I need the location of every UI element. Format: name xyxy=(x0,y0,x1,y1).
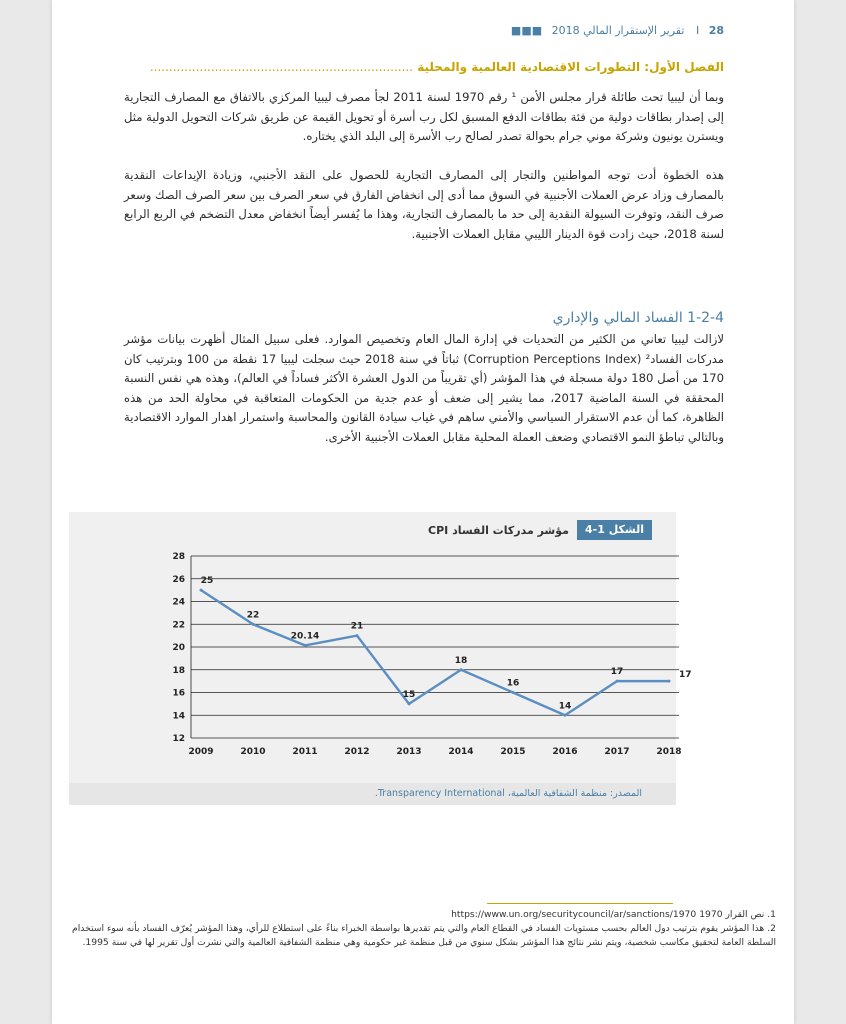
x-tick-label-2013: 2013 xyxy=(396,747,422,757)
y-tick-label-24: 24 xyxy=(172,597,185,608)
end-label-2018: 17 xyxy=(679,670,692,681)
data-point-2010 xyxy=(252,623,255,626)
data-label-2015: 16 xyxy=(506,678,520,689)
data-point-2014 xyxy=(460,668,463,671)
y-tick-label-26: 26 xyxy=(172,574,185,585)
header-dots: ■■■ xyxy=(510,24,543,37)
data-point-2016 xyxy=(564,714,567,717)
x-tick-label-2016: 2016 xyxy=(552,747,578,757)
data-label-2012: 21 xyxy=(350,621,364,632)
figure-box xyxy=(69,512,692,805)
x-tick-label-2012: 2012 xyxy=(344,747,370,757)
paragraph-2: هذه الخطوة أدت توجه المواطنين والتجار إلى المصارف التجارية للحصول على النقد الأجنبي، وزيادة الإيداعات النقدية بالمصارف وزاد عرض العملات الأجنبية في السوق مما أدى إلى انخفاض الفارق في سعر الصرف بين سعر الصرف الصك وسعر صرف النقد، وتوفرت السيولة النقدية إلى حد ما بالمصارف التجارية، وهذا ما يُفسر أيضاً انخفاض معدل التضخم في الربع الرابع لسنة 2018، حيث زادت قوة الدينار الليبي مقابل العملات الأجنبية. xyxy=(124,168,724,241)
paragraph-1: وبما أن ليبيا تحت طائلة قرار مجلس الأمن ¹ رقم 1970 لسنة 2011 لجأ مصرف ليبيا المركزي بالاتفاق مع المصارف التجارية إلى إصدار بطاقات دولية من فئة بطاقات الدفع المسبق لكل رب أسرة أو تحويل القيمة عن طريق شركات التحويل الدولية مثل ويسترن يونيون وشركة موني جرام بحوالة تصدر لصالح رب الأسرة إلى البلد الذي يختاره. xyxy=(124,90,724,143)
x-tick-label-2015: 2015 xyxy=(500,747,526,757)
y-tick-label-12: 12 xyxy=(172,734,185,744)
y-tick-label-28: 28 xyxy=(172,552,185,562)
data-point-2012 xyxy=(356,634,359,637)
footnote-2: 2. هذا المؤشر يقوم بترتيب دول العالم بحسب مستويات الفساد في القطاع العام والتي يتم تقديرها بواسطة الخبراء بناءً على استطلاع للرأي، وهذا المؤشر يُعرّف الفساد بأنه سوء استخدام السلطة العامة لتحقيق مكاسب شخصية، ويتم نشر نتائج هذا المؤشر بشكل سنوي من قبل منظمة غير حكومية وهي منظمة الشفافية العالمية والتي نشرت أول تقرير لها في سنة 1995. xyxy=(72,923,776,948)
header-separator: I xyxy=(695,24,700,37)
x-tick-label-2011: 2011 xyxy=(292,747,318,757)
data-point-2018 xyxy=(668,680,671,683)
footnote-divider xyxy=(487,903,673,904)
y-tick-label-18: 18 xyxy=(172,665,185,676)
cpi-series-line xyxy=(201,590,669,715)
y-tick-label-22: 22 xyxy=(172,620,185,631)
data-label-2009: 25 xyxy=(200,576,214,587)
footnote-1: 1. نص القرار 1970 https://www.un.org/securitycouncil/ar/sanctions/1970 xyxy=(451,909,776,920)
data-label-2017: 17 xyxy=(610,667,624,678)
y-tick-label-20: 20 xyxy=(172,643,185,653)
dotted-leader: ..................................................................... xyxy=(149,60,414,74)
chapter-title xyxy=(122,60,724,78)
x-tick-label-2014: 2014 xyxy=(448,747,474,757)
data-point-2013 xyxy=(408,702,411,705)
data-point-2009 xyxy=(200,589,203,592)
x-tick-label-2018: 2018 xyxy=(656,747,682,757)
section-title: 1-2-4 الفساد المالي والإداري xyxy=(552,310,724,326)
data-point-2017 xyxy=(616,680,619,683)
footnotes xyxy=(72,908,776,950)
data-label-2016: 14 xyxy=(558,701,572,712)
x-tick-label-2009: 2009 xyxy=(188,747,214,757)
paragraph-3: لازالت ليبيا تعاني من الكثير من التحديات في إدارة المال العام وتخصيص الموارد. فعلى سبيل المثال أظهرت بيانات مؤشر مدركات الفساد² (Corruption Perceptions Index) ثباتاً في سنة 2018 حيث سجلت ليبيا 17 نقطة من 100 وبترتيب كان 170 من أصل 180 دولة مسجلة في هذا المؤشر (أي تقريباً من الدول العشرة الأكثر فساداً في العالم)، وهذه هي نفس النسبة المحققة في السنة الماضية 2017، مما يشير إلى ضعف أو عدم جدية من الحكومات المتعاقبة في محاولة الحد من هذه الظاهرة، كما أن عدم الاستقرار السياسي والأمني ساهم في غياب سيادة القانون والمحاسبة واستمرار اهدار الموارد الاقتصادية وبالتالي تباطؤ النمو الاقتصادي وضعف العملة المحلية مقابل العملات الأجنبية الأخرى. xyxy=(124,332,724,444)
page-header xyxy=(122,24,724,40)
report-title: تقرير الإستقرار المالي 2018 xyxy=(551,24,685,37)
x-tick-label-2010: 2010 xyxy=(240,747,266,757)
page-number: 28 xyxy=(708,24,724,37)
figure-header xyxy=(428,520,652,540)
data-label-2011: 20.14 xyxy=(290,631,320,642)
cpi-line-chart xyxy=(149,542,709,780)
data-label-2013: 15 xyxy=(402,689,416,700)
x-tick-label-2017: 2017 xyxy=(604,747,630,757)
figure-source xyxy=(69,783,676,805)
figure-number: الشكل 1-4 xyxy=(577,520,652,540)
figure-title: مؤشر مدركات الفساد CPI xyxy=(428,523,569,537)
figure-source-text: المصدر: منظمة الشفافية العالمية، Transparency International. xyxy=(374,788,642,799)
data-point-2011 xyxy=(304,644,307,647)
data-point-2015 xyxy=(512,691,515,694)
chapter-title-text: الفصل الأول: التطورات الاقتصادية العالمية والمحلية xyxy=(417,60,724,74)
data-label-2014: 18 xyxy=(454,655,468,666)
y-tick-label-14: 14 xyxy=(172,711,185,722)
y-tick-label-16: 16 xyxy=(172,688,185,699)
data-label-2010: 22 xyxy=(246,610,260,621)
